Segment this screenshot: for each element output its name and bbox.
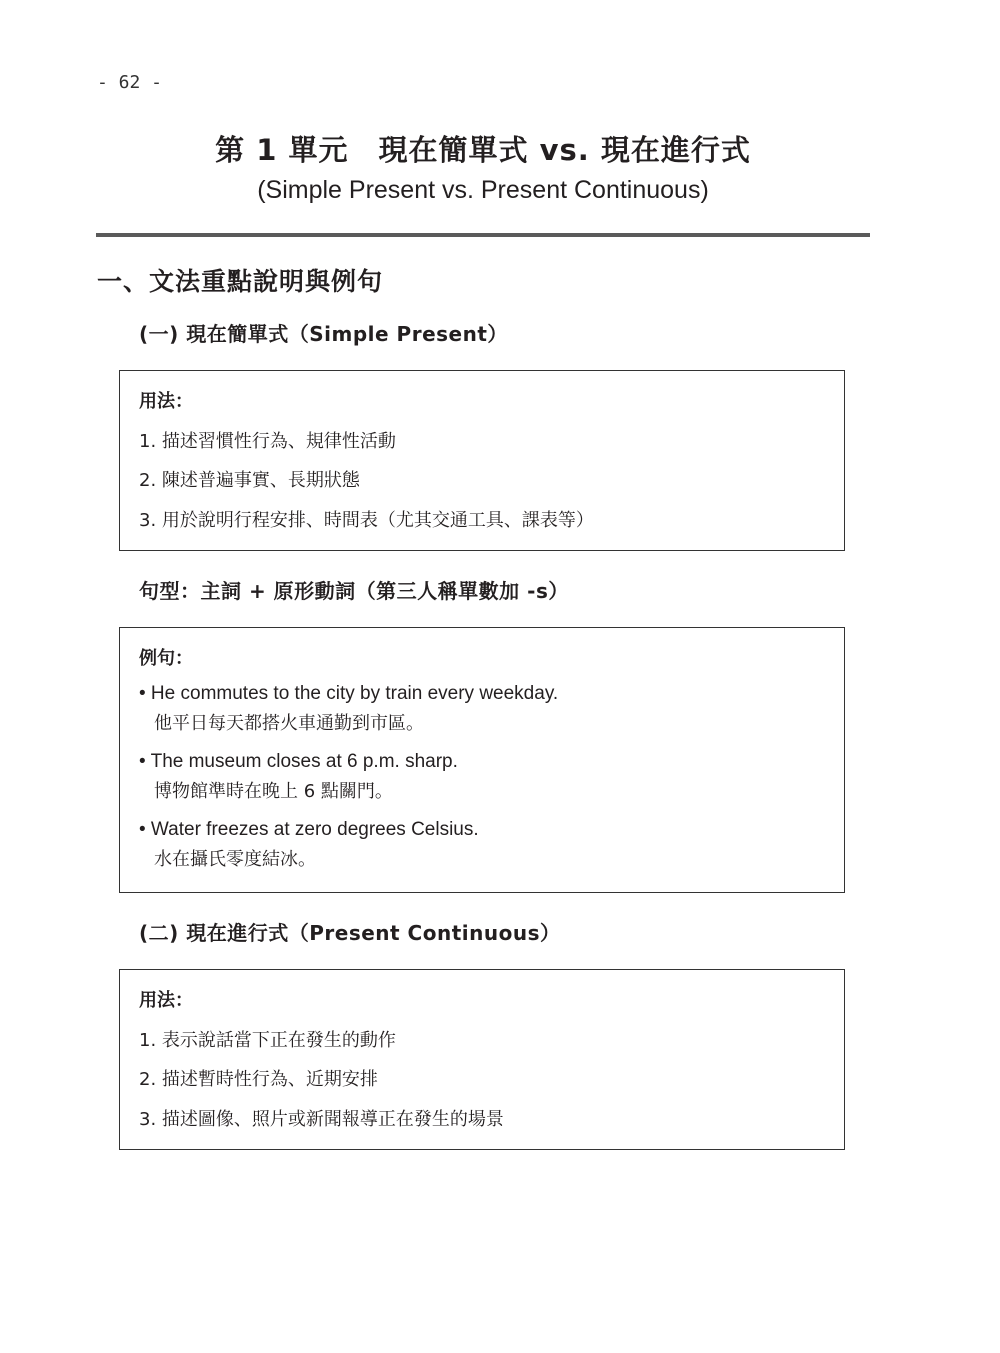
example-english: • Water freezes at zero degrees Celsius. <box>139 819 479 840</box>
example-sentence <box>139 751 458 803</box>
example-sentence <box>139 819 479 871</box>
example-chinese: 博物館準時在晚上 6 點關門。 <box>154 781 393 802</box>
simple-present-usage-box <box>119 370 845 551</box>
section-heading: 一、文法重點說明與例句 <box>97 267 384 296</box>
example-label: 例句： <box>139 648 193 669</box>
example-english: • He commutes to the city by train every weekday. <box>139 683 559 704</box>
example-chinese: 水在攝氏零度結冰。 <box>154 849 316 870</box>
usage-item: 2. 描述暫時性行為、近期安排 <box>139 1069 378 1090</box>
usage-item: 3. 描述圖像、照片或新聞報導正在發生的場景 <box>139 1109 504 1130</box>
usage-label: 用法： <box>139 391 193 412</box>
example-chinese: 他平日每天都搭火車通勤到市區。 <box>154 713 424 734</box>
simple-present-example-box <box>119 627 845 893</box>
usage-item: 1. 表示說話當下正在發生的動作 <box>139 1030 396 1051</box>
page-number: - 62 - <box>97 72 163 93</box>
sentence-pattern: 句型：主詞 + 原形動詞（第三人稱單數加 -s） <box>139 579 569 603</box>
unit-title: 第 1 單元 現在簡單式 vs. 現在進行式 <box>215 133 751 167</box>
usage-item: 3. 用於說明行程安排、時間表（尤其交通工具、課表等） <box>139 510 594 531</box>
unit-subtitle: (Simple Present vs. Present Continuous) <box>257 176 709 204</box>
present-continuous-usage-box <box>119 969 845 1150</box>
usage-item: 1. 描述習慣性行為、規律性活動 <box>139 431 396 452</box>
example-english: • The museum closes at 6 p.m. sharp. <box>139 751 458 772</box>
present-continuous-heading: (二) 現在進行式（Present Continuous） <box>139 921 561 945</box>
usage-label: 用法： <box>139 990 193 1011</box>
simple-present-heading: (一) 現在簡單式（Simple Present） <box>139 322 508 346</box>
usage-item: 2. 陳述普遍事實、長期狀態 <box>139 470 360 491</box>
example-sentence <box>139 683 558 735</box>
title-divider <box>96 233 870 237</box>
